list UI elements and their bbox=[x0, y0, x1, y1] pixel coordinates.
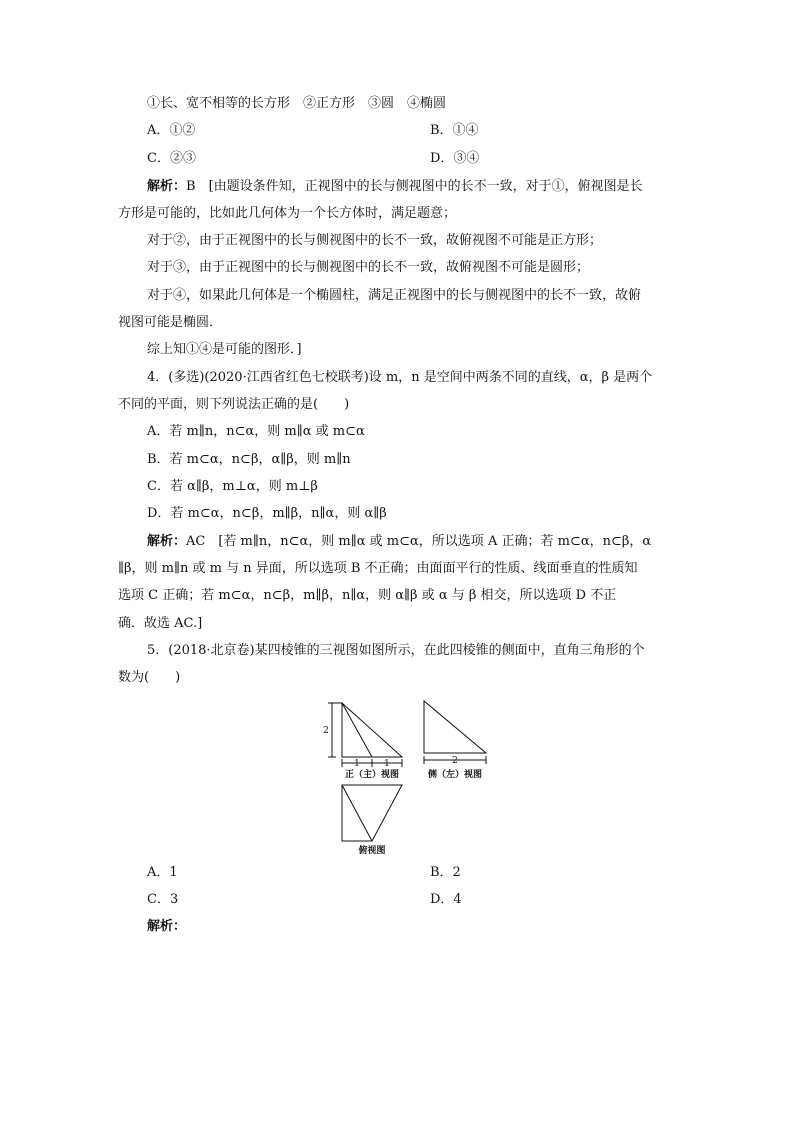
q4-stem-line-2: 不同的平面，则下列说法正确的是( ) bbox=[118, 397, 350, 412]
q3-stem: ①长、宽不相等的长方形 ②正方形 ③圆 ④椭圆 bbox=[147, 96, 447, 111]
front-view-outline bbox=[342, 703, 402, 757]
q3-option-a: A．①② bbox=[147, 123, 196, 138]
q5-option-c: C．3 bbox=[147, 892, 179, 907]
side-view-label: 侧（左）视图 bbox=[427, 770, 483, 780]
q5-stem-line-1: 5．(2018·北京卷)某四棱锥的三视图如图所示，在此四棱锥的侧面中，直角三角形的个 bbox=[147, 643, 645, 658]
top-view bbox=[342, 785, 402, 841]
q4-analysis-line-1 bbox=[147, 534, 651, 550]
q3-analysis-label: 解析： bbox=[147, 179, 187, 194]
q3-analysis-text-1: B [由题设条件知，正视图中的长与侧视图中的长不一致，对于①，俯视图是长 bbox=[186, 179, 643, 194]
side-view-outline bbox=[424, 701, 486, 753]
q5-option-d: D．4 bbox=[430, 892, 462, 907]
q5-stem-line-2: 数为( ) bbox=[118, 670, 181, 685]
q3-analysis-line-7: 综上知①④是可能的图形．] bbox=[147, 342, 302, 357]
front-width-label-right: 1 bbox=[384, 759, 390, 769]
q4-analysis-line-3: 选项 C 正确；若 m⊂α，n⊂β，m∥β，n∥α，则 α∥β 或 α 与 β 相交，所以选项 D 不正 bbox=[118, 588, 617, 603]
q4-analysis-line-2: ∥β，则 m∥n 或 m 与 n 异面，所以选项 B 不正确；由面面平行的性质、线面垂直的性质知 bbox=[118, 561, 638, 576]
q4-stem-line-1: 4．(多选)(2020·江西省红色七校联考)设 m，n 是空间中两条不同的直线，α，β 是两个 bbox=[147, 370, 653, 385]
side-width-label: 2 bbox=[452, 756, 458, 766]
q3-option-c: C．②③ bbox=[147, 151, 196, 166]
q5-analysis-label: 解析： bbox=[147, 919, 187, 934]
q5-option-b: B．2 bbox=[430, 865, 461, 880]
front-view bbox=[328, 703, 402, 767]
q3-analysis-line-4: 对于③，由于正视图中的长与侧视图中的长不一致，故俯视图不可能是圆形； bbox=[147, 260, 590, 275]
front-view-label: 正（主）视图 bbox=[344, 770, 400, 780]
q3-analysis-line-3: 对于②，由于正视图中的长与侧视图中的长不一致，故俯视图不可能是正方形； bbox=[147, 233, 603, 248]
q3-option-d: D．③④ bbox=[430, 151, 480, 166]
q4-analysis-text-1: AC [若 m∥n，n⊂α，则 m∥α 或 m⊂α，所以选项 A 正确；若 m⊂α，n⊂β，α bbox=[186, 534, 652, 549]
q3-option-b: B．①④ bbox=[430, 123, 479, 138]
q3-analysis-line-6: 视图可能是椭圆． bbox=[118, 315, 223, 330]
q4-analysis-line-4: 确．故选 AC.] bbox=[118, 616, 203, 631]
front-width-label-left: 1 bbox=[354, 759, 360, 769]
top-view-label: 俯视图 bbox=[358, 846, 386, 856]
q4-option-d: D．若 m⊂α，n⊂β，m∥β，n∥α，则 α∥β bbox=[147, 506, 387, 521]
q3-analysis-line-5: 对于④，如果此几何体是一个椭圆柱，满足正视图中的长与侧视图中的长不一致，故俯 bbox=[147, 288, 642, 303]
q4-option-c: C．若 α∥β，m⊥α，则 m⊥β bbox=[147, 479, 318, 494]
q4-option-b: B．若 m⊂α，n⊂β，α∥β，则 m∥n bbox=[147, 452, 351, 467]
q4-analysis-label: 解析： bbox=[147, 534, 187, 549]
side-view bbox=[424, 701, 486, 764]
q5-option-a: A．1 bbox=[147, 865, 178, 880]
top-view-diagonal bbox=[342, 785, 372, 841]
front-height-label: 2 bbox=[323, 726, 329, 736]
q4-option-a: A．若 m∥n，n⊂α，则 m∥α 或 m⊂α bbox=[147, 424, 365, 439]
front-view-inner-edge bbox=[342, 703, 372, 757]
q3-analysis-line-1 bbox=[147, 179, 643, 195]
top-view-outline bbox=[342, 785, 402, 841]
three-view-figure bbox=[320, 695, 500, 857]
q3-analysis-line-2: 方形是可能的，比如此几何体为一个长方体时，满足题意； bbox=[118, 206, 457, 221]
